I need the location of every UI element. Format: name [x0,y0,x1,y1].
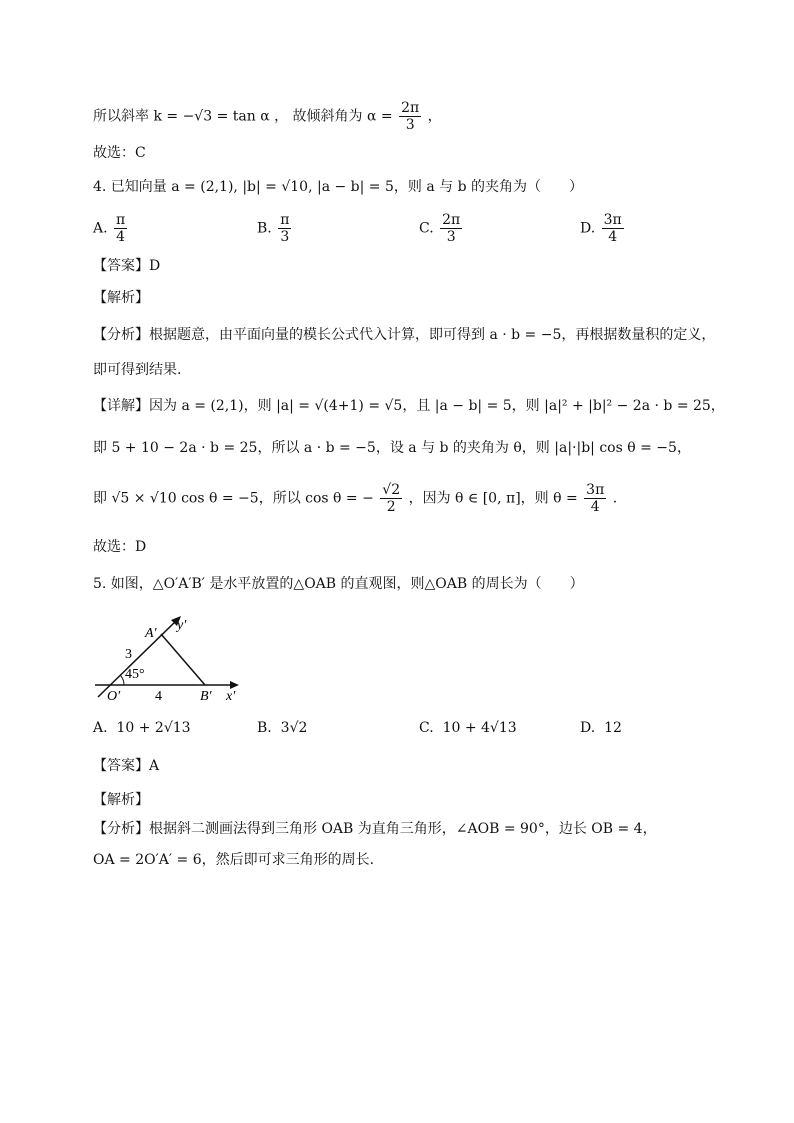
label-b: B′ [200,689,212,702]
slope-text: 所以斜率 k = −√3 = tan α ， 故倾斜角为 α = [93,108,393,125]
label-4: 4 [155,689,162,702]
angle-fraction [399,100,421,133]
detail-text: 即 √5 × √10 cos θ = −5，所以 cos θ = − [93,490,374,507]
analysis-4: 【解析】 [93,290,149,306]
fraction-numerator: 2π [442,212,461,228]
side-ab [161,634,205,685]
detail-text: ，因为 θ ∈ [0, π]，则 θ = [408,490,578,507]
choose-c: 故选：C [93,145,146,161]
fraction-numerator: 3π [586,482,605,498]
detail-end-punct: . [612,490,618,507]
q4-option-b [257,212,293,245]
option-fraction [602,212,624,245]
angle-arc [120,675,124,685]
answer-4: 【答案】D [93,258,161,274]
fraction-numerator: π [280,212,290,228]
fraction-numerator: 2π [401,100,420,116]
option-text: 3√2 [280,720,308,736]
q4-option-a [93,212,129,245]
q4-option-d [580,212,626,245]
fraction-numerator: √2 [382,482,401,498]
fenxi-5-a: 【分析】根据斜二测画法得到三角形 OAB 为直角三角形，∠AOB = 90°，边长 OB = 4， [93,821,657,837]
option-fraction [114,212,127,245]
analysis-5: 【解析】 [93,792,149,808]
fenxi-4-a: 【分析】根据题意，由平面向量的模长公式代入计算，即可得到 a · b = −5，再根据数量积的定义， [93,327,716,343]
label-y: y′ [177,618,187,633]
option-text: 10 + 4√13 [442,720,517,736]
choose-d: 故选：D [93,539,147,555]
detail-4-b: 即 5 + 10 − 2a · b = 25，所以 a · b = −5，设 a 与 b 的夹角为 θ，则 |a|·|b| cos θ = −5， [93,440,691,456]
option-fraction [278,212,291,245]
option-label: D. [580,220,596,237]
fraction-numerator: 3π [603,212,622,228]
fraction-denominator: 3 [446,229,456,245]
question-5: 5. 如图，△O′A′B′ 是水平放置的△OAB 的直观图，则△OAB 的周长为（ ） [93,576,584,592]
q5-option-b [257,720,307,736]
label-x: x′ [226,689,236,702]
x-axis-arrow [230,681,239,689]
label-o: O′ [107,689,121,702]
q5-option-d [580,720,622,736]
detail-4-a: 【详解】因为 a = (2,1)，则 |a| = √(4+1) = √5，且 |a − b| = 5，则 |a|² + |b|² − 2a · b = 25， [93,398,725,414]
fraction-denominator: 4 [608,229,618,245]
label-3: 3 [125,647,132,662]
fraction-denominator: 3 [280,229,290,245]
detail-4-c [93,482,617,515]
cos-fraction [380,482,402,515]
fraction-denominator: 4 [590,499,600,515]
option-text: 10 + 2√13 [116,720,191,736]
q5-option-a [93,720,191,736]
line-end-punct: ， [427,108,442,125]
option-label: B. [257,220,272,237]
option-label: B. [257,720,272,736]
fraction-numerator: π [116,212,126,228]
option-text: 12 [604,720,622,736]
fraction-denominator: 3 [405,117,415,133]
option-label: A. [93,220,108,237]
fenxi-4-b: 即可得到结果. [93,362,182,378]
q4-option-c [419,212,464,245]
answer-5: 【答案】A [93,758,160,774]
label-a: A′ [145,626,157,641]
option-label: C. [419,720,434,736]
line-slope [93,100,442,133]
option-label: C. [419,220,434,237]
q5-option-c [419,720,517,736]
label-angle: 45° [125,667,145,682]
option-label: A. [93,720,108,736]
theta-fraction [584,482,606,515]
fenxi-5-b: OA = 2O′A′ = 6，然后即可求三角形的周长. [93,852,375,868]
question-4: 4. 已知向量 a = (2,1), |b| = √10, |a − b| = 5，则 a 与 b 的夹角为（ ） [93,179,584,195]
fraction-denominator: 4 [116,229,126,245]
fraction-denominator: 2 [386,499,396,515]
option-fraction [440,212,462,245]
oblique-triangle-figure [93,612,253,702]
option-label: D. [580,720,596,736]
